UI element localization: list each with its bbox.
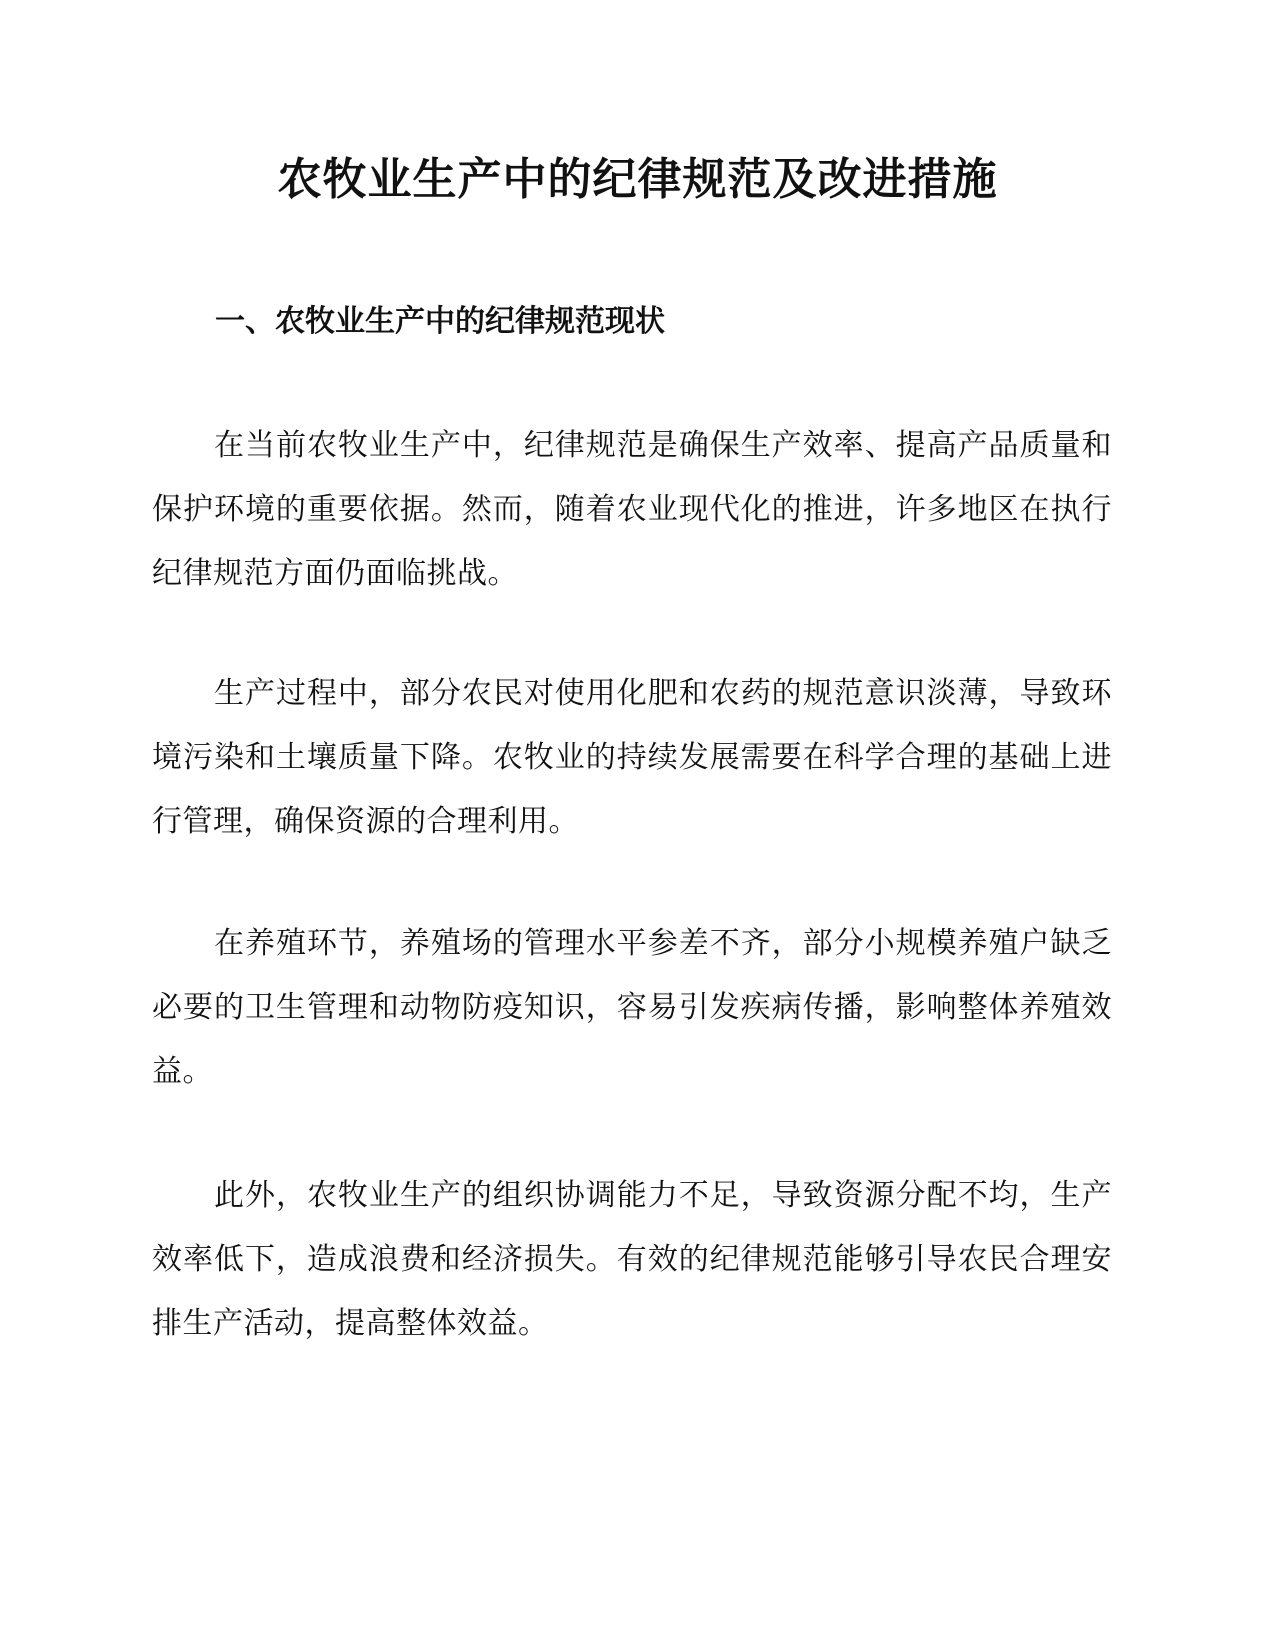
paragraph-4: 此外，农牧业生产的组织协调能力不足，导致资源分配不均，生产效率低下，造成浪费和经济损失。有效的纪律规范能够引导农民合理安排生产活动，提高整体效益。	[152, 1178, 1112, 1341]
section-heading: 一、农牧业生产中的纪律规范现状	[215, 304, 665, 339]
paragraph-2: 生产过程中，部分农民对使用化肥和农药的规范意识淡薄，导致环境污染和土壤质量下降。农牧业的持续发展需要在科学合理的基础上进行管理，确保资源的合理利用。	[152, 676, 1112, 839]
document-title: 农牧业生产中的纪律规范及改进措施	[277, 154, 998, 205]
paragraph-3: 在养殖环节，养殖场的管理水平参差不齐，部分小规模养殖户缺乏必要的卫生管理和动物防疫知识，容易引发疾病传播，影响整体养殖效益。	[152, 926, 1112, 1089]
paragraph-1: 在当前农牧业生产中，纪律规范是确保生产效率、提高产品质量和保护环境的重要依据。然而，随着农业现代化的推进，许多地区在执行纪律规范方面仍面临挑战。	[152, 428, 1112, 591]
